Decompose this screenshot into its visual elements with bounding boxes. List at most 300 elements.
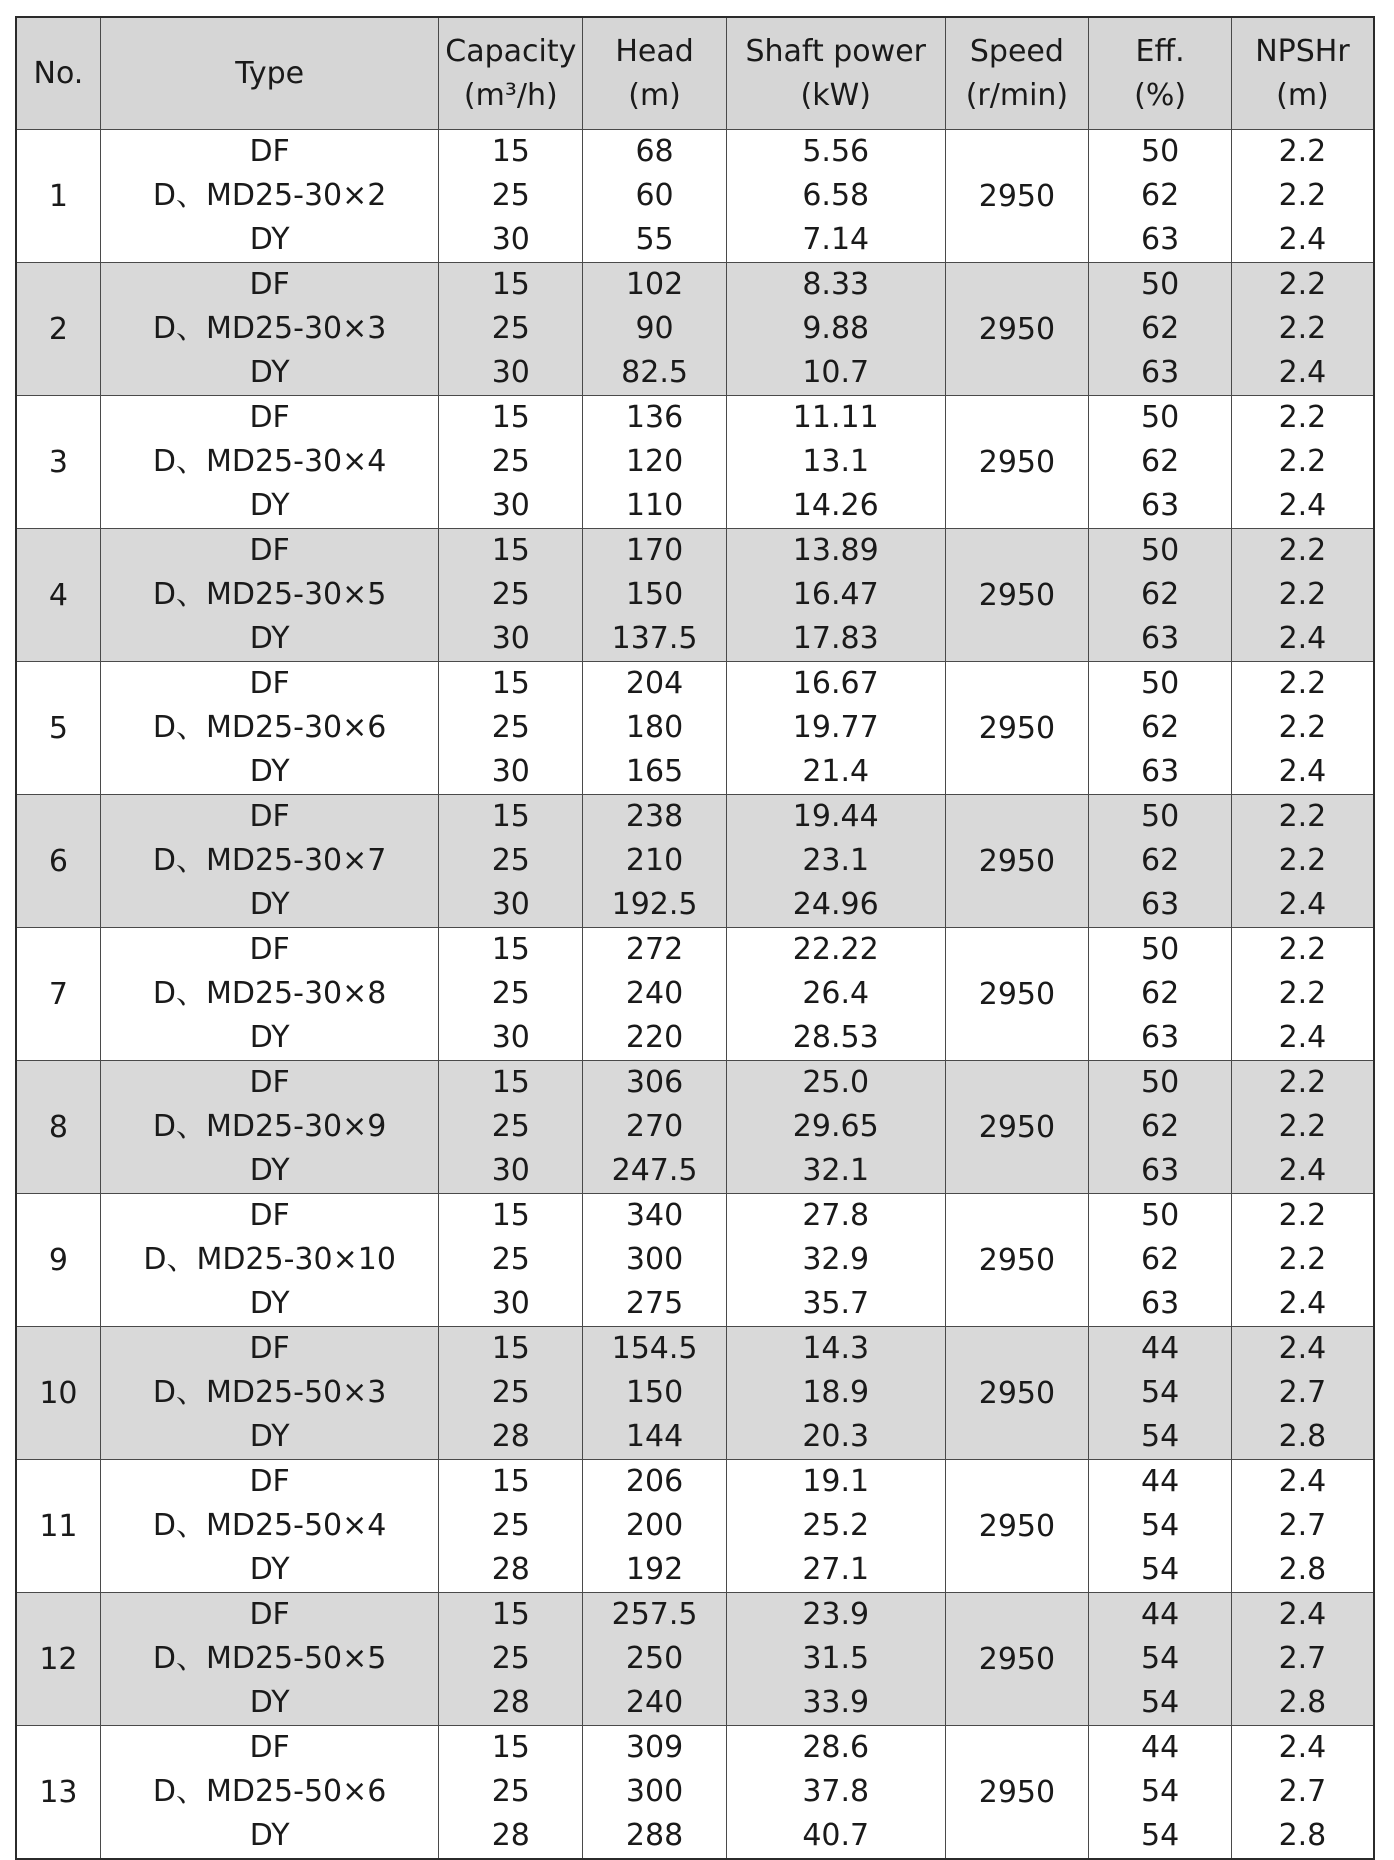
npshr-cell	[1231, 795, 1374, 928]
head-value: 150	[625, 577, 684, 612]
shaft-power-value: 19.44	[792, 799, 879, 834]
npshr-value: 2.4	[1278, 1597, 1327, 1632]
shaft-power-value: 8.33	[802, 267, 870, 302]
npshr-cell	[1231, 1460, 1374, 1593]
npshr-value: 2.8	[1278, 1818, 1327, 1853]
shaft-power-cell	[726, 396, 945, 529]
header-eff	[1089, 17, 1232, 130]
capacity-cell	[439, 1061, 583, 1194]
eff-value: 50	[1140, 400, 1180, 435]
shaft-power-value: 11.11	[792, 400, 879, 435]
npshr-value: 2.2	[1278, 311, 1327, 346]
shaft-power-value: 13.89	[792, 533, 879, 568]
type-line: D、MD25-30×10	[143, 1242, 396, 1277]
eff-value: 62	[1140, 710, 1180, 745]
capacity-value: 15	[491, 400, 530, 435]
eff-value: 50	[1140, 1198, 1180, 1233]
shaft-power-cell	[726, 263, 945, 396]
eff-cell	[1089, 396, 1232, 529]
capacity-value: 30	[491, 488, 530, 523]
table-row	[16, 529, 1374, 662]
head-value: 257.5	[611, 1597, 698, 1632]
eff-value: 54	[1140, 1508, 1180, 1543]
head-cell	[583, 1327, 727, 1460]
type-line: DY	[249, 488, 290, 523]
type-line: DF	[249, 533, 290, 568]
npshr-value: 2.2	[1278, 178, 1327, 213]
capacity-value: 25	[491, 178, 530, 213]
type-line: D、MD25-50×6	[152, 1774, 387, 1809]
header-shaft-power-unit: (kW)	[800, 77, 871, 113]
type-line: DY	[249, 222, 290, 257]
head-cell	[583, 795, 727, 928]
eff-value: 54	[1140, 1685, 1180, 1720]
shaft-power-value: 16.67	[792, 666, 879, 701]
eff-value: 44	[1140, 1331, 1180, 1366]
capacity-value: 15	[491, 134, 530, 169]
type-line: DF	[249, 1730, 290, 1765]
eff-value: 63	[1140, 488, 1180, 523]
npshr-value: 2.4	[1278, 488, 1327, 523]
type-line: DF	[249, 1597, 290, 1632]
type-line: D、MD25-50×5	[152, 1641, 387, 1676]
type-line: DY	[249, 1419, 290, 1454]
capacity-value: 28	[491, 1818, 530, 1853]
npshr-value: 2.2	[1278, 577, 1327, 612]
header-speed	[945, 17, 1089, 130]
npshr-value: 2.4	[1278, 754, 1327, 789]
shaft-power-value: 37.8	[802, 1774, 870, 1809]
type-cell	[100, 928, 439, 1061]
head-value: 272	[625, 932, 684, 967]
capacity-cell	[439, 1593, 583, 1726]
table-row	[16, 396, 1374, 529]
type-cell	[100, 1726, 439, 1860]
capacity-value: 30	[491, 754, 530, 789]
shaft-power-value: 16.47	[792, 577, 879, 612]
header-type-label: Type	[235, 55, 305, 91]
shaft-power-cell	[726, 1061, 945, 1194]
shaft-power-value: 7.14	[802, 222, 870, 257]
head-value: 300	[625, 1774, 684, 1809]
capacity-cell	[439, 928, 583, 1061]
table-row	[16, 1194, 1374, 1327]
shaft-power-cell	[726, 928, 945, 1061]
table-row	[16, 928, 1374, 1061]
eff-value: 62	[1140, 178, 1180, 213]
npshr-value: 2.2	[1278, 1198, 1327, 1233]
type-line: DY	[249, 1286, 290, 1321]
shaft-power-value: 22.22	[792, 932, 879, 967]
row-number-cell: 6	[16, 795, 100, 928]
eff-cell	[1089, 1593, 1232, 1726]
row-number-cell: 5	[16, 662, 100, 795]
shaft-power-value: 23.9	[802, 1597, 870, 1632]
eff-value: 62	[1140, 444, 1180, 479]
capacity-value: 25	[491, 1242, 530, 1277]
eff-value: 63	[1140, 621, 1180, 656]
npshr-value: 2.7	[1278, 1375, 1327, 1410]
header-speed-unit: (r/min)	[965, 77, 1069, 113]
eff-value: 62	[1140, 976, 1180, 1011]
eff-value: 62	[1140, 311, 1180, 346]
eff-value: 50	[1140, 799, 1180, 834]
capacity-value: 30	[491, 1020, 530, 1055]
type-line: DY	[249, 1020, 290, 1055]
head-cell	[583, 263, 727, 396]
head-value: 206	[625, 1464, 684, 1499]
capacity-cell	[439, 795, 583, 928]
capacity-value: 25	[491, 577, 530, 612]
shaft-power-value: 17.83	[792, 621, 879, 656]
shaft-power-value: 27.8	[802, 1198, 870, 1233]
table-row	[16, 662, 1374, 795]
npshr-value: 2.8	[1278, 1552, 1327, 1587]
npshr-value: 2.7	[1278, 1641, 1327, 1676]
npshr-value: 2.4	[1278, 1331, 1327, 1366]
npshr-value: 2.7	[1278, 1774, 1327, 1809]
header-npshr-unit: (m)	[1276, 77, 1329, 113]
npshr-value: 2.4	[1278, 1286, 1327, 1321]
head-value: 192	[625, 1552, 684, 1587]
type-line: D、MD25-30×2	[152, 178, 387, 213]
table-row	[16, 1726, 1374, 1860]
header-speed-label: Speed	[969, 33, 1064, 69]
shaft-power-value: 28.53	[792, 1020, 879, 1055]
head-cell	[583, 529, 727, 662]
npshr-cell	[1231, 1726, 1374, 1860]
npshr-value: 2.2	[1278, 134, 1327, 169]
shaft-power-value: 9.88	[802, 311, 870, 346]
type-line: DY	[249, 355, 290, 390]
eff-value: 54	[1140, 1818, 1180, 1853]
type-cell	[100, 1593, 439, 1726]
head-value: 60	[635, 178, 674, 213]
eff-cell	[1089, 529, 1232, 662]
header-capacity-unit: (m³/h)	[463, 77, 558, 113]
type-line: DY	[249, 621, 290, 656]
npshr-value: 2.7	[1278, 1508, 1327, 1543]
eff-value: 63	[1140, 355, 1180, 390]
header-eff-label: Eff.	[1135, 33, 1185, 69]
eff-cell	[1089, 662, 1232, 795]
header-eff-unit: (%)	[1134, 77, 1187, 113]
eff-value: 63	[1140, 222, 1180, 257]
eff-value: 50	[1140, 932, 1180, 967]
shaft-power-cell	[726, 1194, 945, 1327]
head-value: 309	[625, 1730, 684, 1765]
row-number-cell: 9	[16, 1194, 100, 1327]
eff-value: 54	[1140, 1552, 1180, 1587]
npshr-value: 2.4	[1278, 1464, 1327, 1499]
capacity-value: 15	[491, 932, 530, 967]
capacity-value: 30	[491, 222, 530, 257]
capacity-cell	[439, 1194, 583, 1327]
speed-cell: 2950	[945, 1726, 1089, 1860]
head-value: 204	[625, 666, 684, 701]
capacity-value: 25	[491, 1109, 530, 1144]
head-value: 154.5	[611, 1331, 698, 1366]
npshr-value: 2.2	[1278, 843, 1327, 878]
head-value: 192.5	[611, 887, 698, 922]
row-number-cell: 2	[16, 263, 100, 396]
npshr-cell	[1231, 662, 1374, 795]
header-head-unit: (m)	[628, 77, 681, 113]
capacity-cell	[439, 529, 583, 662]
eff-value: 54	[1140, 1375, 1180, 1410]
table-row	[16, 130, 1374, 263]
speed-cell: 2950	[945, 529, 1089, 662]
eff-value: 44	[1140, 1464, 1180, 1499]
header-capacity-label: Capacity	[445, 33, 577, 69]
capacity-value: 25	[491, 1375, 530, 1410]
shaft-power-value: 23.1	[802, 843, 870, 878]
header-no-label: No.	[33, 55, 84, 91]
capacity-value: 15	[491, 1597, 530, 1632]
npshr-value: 2.2	[1278, 1242, 1327, 1277]
head-value: 102	[625, 267, 684, 302]
type-cell	[100, 529, 439, 662]
shaft-power-value: 5.56	[802, 134, 870, 169]
header-shaft-power-label: Shaft power	[745, 33, 926, 69]
eff-cell	[1089, 1327, 1232, 1460]
speed-cell: 2950	[945, 1194, 1089, 1327]
eff-value: 44	[1140, 1597, 1180, 1632]
capacity-value: 30	[491, 1153, 530, 1188]
type-line: DY	[249, 1818, 290, 1853]
npshr-cell	[1231, 396, 1374, 529]
head-value: 200	[625, 1508, 684, 1543]
eff-value: 63	[1140, 1153, 1180, 1188]
shaft-power-cell	[726, 1327, 945, 1460]
head-value: 136	[625, 400, 684, 435]
head-value: 82.5	[621, 355, 688, 390]
head-value: 165	[625, 754, 684, 789]
capacity-value: 25	[491, 710, 530, 745]
capacity-value: 15	[491, 666, 530, 701]
eff-value: 50	[1140, 134, 1180, 169]
capacity-value: 25	[491, 1641, 530, 1676]
npshr-cell	[1231, 130, 1374, 263]
table-row	[16, 1061, 1374, 1194]
eff-value: 50	[1140, 1065, 1180, 1100]
shaft-power-value: 32.1	[802, 1153, 870, 1188]
shaft-power-value: 25.0	[802, 1065, 870, 1100]
head-value: 170	[625, 533, 684, 568]
shaft-power-value: 35.7	[802, 1286, 870, 1321]
shaft-power-cell	[726, 1460, 945, 1593]
shaft-power-value: 6.58	[802, 178, 870, 213]
capacity-value: 15	[491, 533, 530, 568]
eff-cell	[1089, 263, 1232, 396]
capacity-value: 30	[491, 1286, 530, 1321]
eff-value: 50	[1140, 267, 1180, 302]
shaft-power-value: 10.7	[802, 355, 870, 390]
table-row	[16, 1593, 1374, 1726]
type-line: DY	[249, 1153, 290, 1188]
capacity-value: 28	[491, 1552, 530, 1587]
shaft-power-value: 33.9	[802, 1685, 870, 1720]
type-line: DY	[249, 1685, 290, 1720]
eff-value: 54	[1140, 1419, 1180, 1454]
header-row	[16, 17, 1374, 130]
speed-cell: 2950	[945, 130, 1089, 263]
shaft-power-value: 13.1	[802, 444, 870, 479]
capacity-value: 25	[491, 311, 530, 346]
shaft-power-value: 21.4	[802, 754, 870, 789]
shaft-power-cell	[726, 529, 945, 662]
npshr-value: 2.2	[1278, 666, 1327, 701]
capacity-value: 15	[491, 267, 530, 302]
npshr-cell	[1231, 1327, 1374, 1460]
speed-cell: 2950	[945, 795, 1089, 928]
capacity-cell	[439, 130, 583, 263]
capacity-cell	[439, 662, 583, 795]
npshr-value: 2.2	[1278, 710, 1327, 745]
type-line: DY	[249, 1552, 290, 1587]
row-number-cell: 10	[16, 1327, 100, 1460]
type-line: D、MD25-30×3	[152, 311, 387, 346]
head-value: 150	[625, 1375, 684, 1410]
capacity-cell	[439, 1726, 583, 1860]
eff-cell	[1089, 1726, 1232, 1860]
type-line: D、MD25-30×5	[152, 577, 387, 612]
header-capacity	[439, 17, 583, 130]
speed-cell: 2950	[945, 1061, 1089, 1194]
table-row	[16, 795, 1374, 928]
capacity-value: 30	[491, 887, 530, 922]
type-cell	[100, 396, 439, 529]
npshr-value: 2.2	[1278, 444, 1327, 479]
npshr-value: 2.2	[1278, 1065, 1327, 1100]
head-value: 247.5	[611, 1153, 698, 1188]
row-number-cell: 12	[16, 1593, 100, 1726]
capacity-value: 25	[491, 444, 530, 479]
capacity-value: 15	[491, 1331, 530, 1366]
eff-value: 50	[1140, 533, 1180, 568]
shaft-power-value: 26.4	[802, 976, 870, 1011]
capacity-cell	[439, 1460, 583, 1593]
eff-value: 50	[1140, 666, 1180, 701]
shaft-power-value: 14.3	[802, 1331, 870, 1366]
shaft-power-value: 28.6	[802, 1730, 870, 1765]
shaft-power-cell	[726, 1593, 945, 1726]
head-cell	[583, 396, 727, 529]
eff-cell	[1089, 1194, 1232, 1327]
capacity-value: 25	[491, 1774, 530, 1809]
type-line: DF	[249, 267, 290, 302]
shaft-power-cell	[726, 130, 945, 263]
type-line: DF	[249, 1331, 290, 1366]
type-line: DF	[249, 1065, 290, 1100]
type-line: DF	[249, 134, 290, 169]
eff-cell	[1089, 130, 1232, 263]
type-line: DF	[249, 666, 290, 701]
eff-cell	[1089, 1061, 1232, 1194]
shaft-power-value: 24.96	[792, 887, 879, 922]
header-head	[583, 17, 727, 130]
npshr-cell	[1231, 529, 1374, 662]
npshr-value: 2.2	[1278, 1109, 1327, 1144]
head-value: 270	[625, 1109, 684, 1144]
header-type	[100, 17, 439, 130]
shaft-power-value: 20.3	[802, 1419, 870, 1454]
npshr-value: 2.8	[1278, 1685, 1327, 1720]
npshr-value: 2.8	[1278, 1419, 1327, 1454]
capacity-value: 15	[491, 1198, 530, 1233]
head-value: 220	[625, 1020, 684, 1055]
head-value: 90	[635, 311, 674, 346]
head-cell	[583, 1726, 727, 1860]
type-cell	[100, 1061, 439, 1194]
type-line: D、MD25-30×4	[152, 444, 387, 479]
type-cell	[100, 130, 439, 263]
shaft-power-value: 19.1	[802, 1464, 870, 1499]
shaft-power-value: 40.7	[802, 1818, 870, 1853]
capacity-cell	[439, 396, 583, 529]
npshr-cell	[1231, 1194, 1374, 1327]
speed-cell: 2950	[945, 263, 1089, 396]
npshr-value: 2.2	[1278, 400, 1327, 435]
type-line: DF	[249, 799, 290, 834]
capacity-value: 25	[491, 976, 530, 1011]
shaft-power-cell	[726, 1726, 945, 1860]
eff-value: 63	[1140, 887, 1180, 922]
head-cell	[583, 1194, 727, 1327]
eff-cell	[1089, 1460, 1232, 1593]
capacity-cell	[439, 263, 583, 396]
eff-value: 63	[1140, 1020, 1180, 1055]
table-row	[16, 263, 1374, 396]
type-cell	[100, 1327, 439, 1460]
row-number-cell: 8	[16, 1061, 100, 1194]
table-body	[16, 130, 1374, 1860]
capacity-value: 15	[491, 1730, 530, 1765]
npshr-cell	[1231, 1061, 1374, 1194]
speed-cell: 2950	[945, 928, 1089, 1061]
head-value: 180	[625, 710, 684, 745]
type-line: D、MD25-50×4	[152, 1508, 387, 1543]
row-number-cell: 1	[16, 130, 100, 263]
head-value: 340	[625, 1198, 684, 1233]
eff-value: 44	[1140, 1730, 1180, 1765]
type-cell	[100, 1194, 439, 1327]
head-cell	[583, 1593, 727, 1726]
eff-value: 63	[1140, 754, 1180, 789]
capacity-value: 28	[491, 1685, 530, 1720]
capacity-cell	[439, 1327, 583, 1460]
type-cell	[100, 662, 439, 795]
npshr-value: 2.4	[1278, 222, 1327, 257]
capacity-value: 25	[491, 1508, 530, 1543]
npshr-cell	[1231, 263, 1374, 396]
speed-cell: 2950	[945, 1593, 1089, 1726]
npshr-value: 2.2	[1278, 799, 1327, 834]
shaft-power-cell	[726, 795, 945, 928]
npshr-value: 2.2	[1278, 976, 1327, 1011]
head-value: 250	[625, 1641, 684, 1676]
capacity-value: 15	[491, 1065, 530, 1100]
type-line: D、MD25-50×3	[152, 1375, 387, 1410]
npshr-value: 2.4	[1278, 1730, 1327, 1765]
type-line: DY	[249, 754, 290, 789]
head-value: 210	[625, 843, 684, 878]
capacity-value: 30	[491, 355, 530, 390]
head-value: 110	[625, 488, 684, 523]
type-line: D、MD25-30×8	[152, 976, 387, 1011]
head-value: 238	[625, 799, 684, 834]
shaft-power-value: 14.26	[792, 488, 879, 523]
